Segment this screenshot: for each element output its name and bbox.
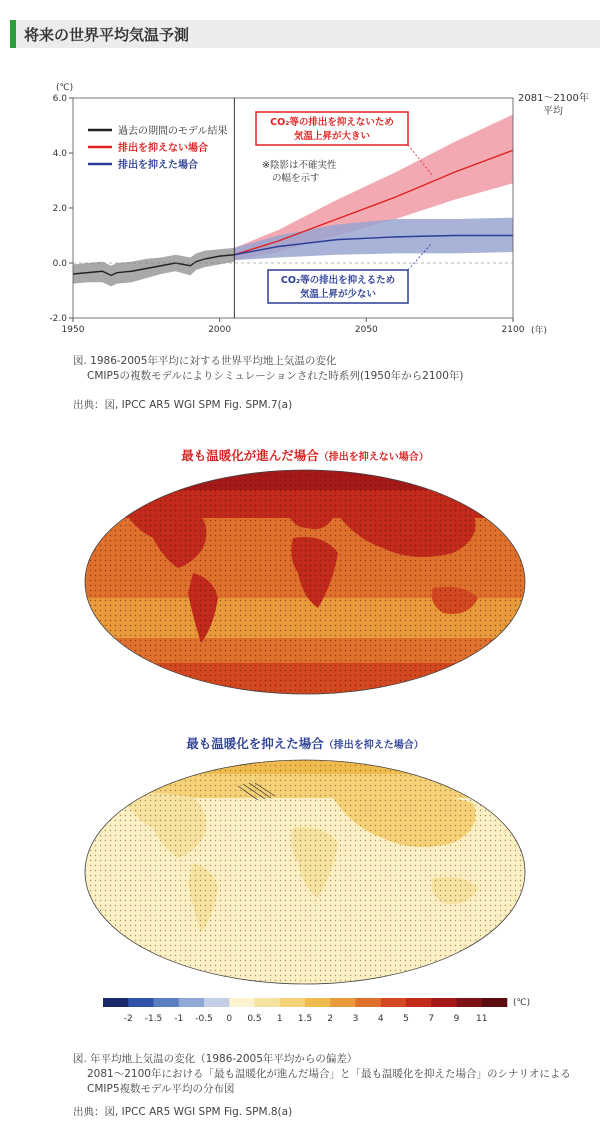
color-scale-cell (179, 998, 205, 1007)
y-unit-label: (℃) (56, 83, 74, 93)
y-tick-label: -2.0 (49, 314, 67, 324)
x-tick-label: 2050 (354, 325, 378, 335)
uncertainty-band-low (234, 218, 513, 261)
map-source: 出典：図, IPCC AR5 WGI SPM Fig. SPM.8(a) (73, 1106, 293, 1118)
color-scale-tick-label: 9 (453, 1014, 460, 1024)
color-scale-unit: (℃) (513, 998, 531, 1008)
color-scale-cell (103, 998, 129, 1007)
right-label-period: 2081～2100年 (518, 93, 589, 104)
legend (88, 124, 228, 171)
y-tick-label: 4.0 (52, 149, 67, 159)
color-scale-tick-label: 3 (352, 1014, 359, 1024)
color-scale-tick-label: 2 (327, 1014, 334, 1024)
section-title: 将来の世界平均気温予測 (24, 26, 190, 44)
map-high-title-block (0, 446, 610, 464)
legend-label-historical: 過去の期間のモデル結果 (118, 126, 228, 137)
callout-low-line2: 気温上昇が少ない (299, 289, 377, 300)
x-tick-label: 1950 (61, 325, 85, 335)
map-caption-line2: 2081～2100年における「最も温暖化が進んだ場合」と「最も温暖化を抑えた場合」のシナリオによる (87, 1068, 571, 1080)
y-tick-label: 0.0 (52, 259, 67, 269)
color-scale (0, 994, 610, 1030)
x-tick-label: 2100 (501, 325, 525, 335)
right-label-average: 平均 (543, 106, 563, 117)
header-accent-bar (10, 20, 16, 48)
map-high-title: 最も温暖化が進んだ場合 (181, 448, 319, 463)
chart-caption-line1: 図. 1986-2005年平均に対する世界平均地上気温の変化 (73, 355, 337, 367)
color-scale-cell (457, 998, 483, 1007)
map-low-title: 最も温暖化を抑えた場合 (186, 736, 324, 751)
color-scale-tick-label: -0.5 (195, 1014, 213, 1024)
map-low-title-block (0, 734, 610, 752)
callout-high-line1: CO₂等の排出を抑えないため (270, 117, 394, 128)
color-scale-cell (431, 998, 457, 1007)
color-scale-cell (154, 998, 180, 1007)
map-high-subtitle: （排出を抑えない場合） (318, 452, 429, 463)
color-scale-tick-label: 4 (377, 1014, 384, 1024)
color-scale-cell (280, 998, 306, 1007)
color-scale-tick-label: -1 (174, 1014, 184, 1024)
color-scale-cell (128, 998, 154, 1007)
color-scale-tick-label: -1.5 (144, 1014, 163, 1024)
color-scale-cell (482, 998, 508, 1007)
map-caption-line1: 図. 年平均地上気温の変化（1986-2005年平均からの偏差） (73, 1053, 358, 1065)
color-scale-tick-label: 5 (403, 1014, 409, 1024)
color-scale-cell (381, 998, 407, 1007)
x-tick-label: 2000 (208, 325, 232, 335)
callout-high-line2: 気温上昇が大きい (293, 131, 371, 142)
chart-source: 出典：図, IPCC AR5 WGI SPM Fig. SPM.7(a) (73, 399, 293, 411)
color-scale-tick-label: 11 (476, 1014, 488, 1024)
color-scale-tick-label: 7 (428, 1014, 435, 1024)
color-scale-tick-label: -2 (123, 1014, 133, 1024)
color-scale-tick-label: 1.5 (297, 1014, 313, 1024)
color-scale-tick-label: 0 (226, 1014, 233, 1024)
map-low-subtitle: （排出を抑えた場合） (323, 740, 424, 751)
y-tick-label: 6.0 (52, 94, 67, 104)
chart-caption-line2: CMIP5の複数モデルによりシミュレーションされた時系列(1950年から2100年) (87, 370, 464, 382)
legend-label-high: 排出を抑えない場合 (118, 143, 208, 154)
color-scale-tick-label: 1 (276, 1014, 283, 1024)
y-tick-label: 2.0 (52, 204, 67, 214)
uncertainty-note-1: ※陰影は不確実性 (262, 160, 337, 171)
color-scale-cell (356, 998, 382, 1007)
color-scale-cell (305, 998, 331, 1007)
color-scale-cell (229, 998, 255, 1007)
color-scale-cell (204, 998, 230, 1007)
callout-low-line1: CO₂等の排出を抑えるため (280, 275, 396, 286)
section-header (10, 20, 600, 48)
legend-label-low: 排出を抑えた場合 (118, 160, 198, 171)
temperature-projection-chart (0, 80, 610, 350)
map-high-emission (83, 468, 527, 696)
x-unit-label: (年) (531, 326, 548, 336)
uncertainty-note-2: の幅を示す (272, 173, 320, 184)
map-caption-line3: CMIP5複数モデル平均の分布図 (87, 1083, 235, 1095)
color-scale-cell (330, 998, 356, 1007)
color-scale-tick-label: 0.5 (247, 1014, 262, 1024)
map-low-emission (83, 758, 527, 986)
color-scale-cell (406, 998, 432, 1007)
color-scale-cell (255, 998, 281, 1007)
